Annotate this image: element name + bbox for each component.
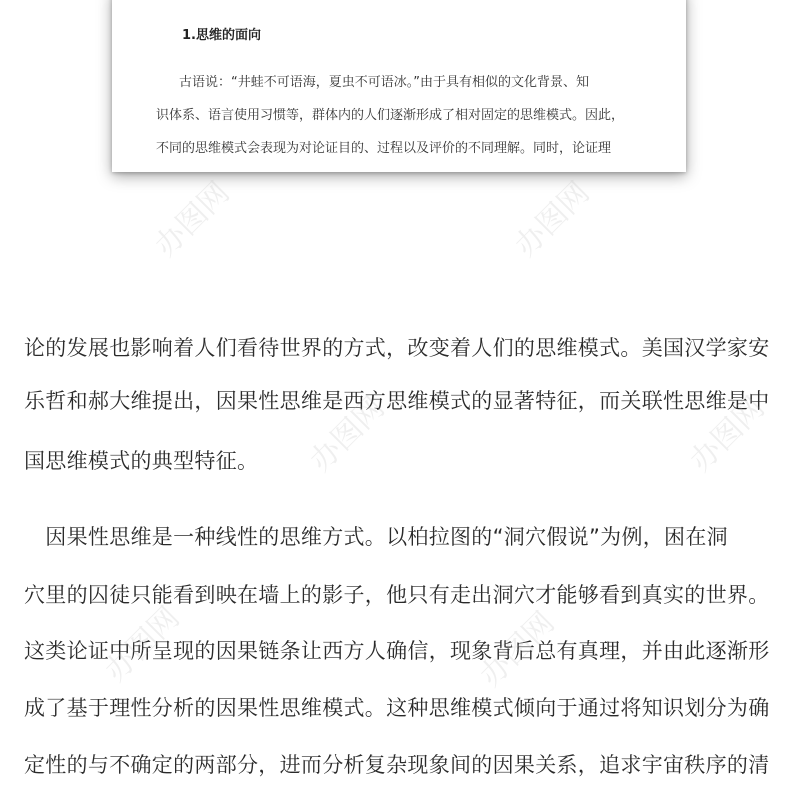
watermark: 办图网 [303, 390, 392, 479]
body-text-line: 国思维模式的典型特征。 [24, 449, 259, 473]
body-text-line: 因果性思维是一种线性的思维方式。以柏拉图的“洞穴假说”为例，困在洞 [24, 525, 728, 549]
section-heading: 1.思维的面向 [182, 28, 261, 43]
body-text-line: 这类论证中所呈现的因果链条让西方人确信，现象背后总有真理，并由此逐渐形 [24, 639, 770, 663]
body-text-line: 乐哲和郝大维提出，因果性思维是西方思维模式的显著特征，而关联性思维是中 [24, 389, 770, 413]
watermark: 办图网 [683, 390, 772, 479]
watermark: 办图网 [148, 175, 237, 264]
body-text-line: 成了基于理性分析的因果性思维模式。这种思维模式倾向于通过将知识划分为确 [24, 696, 770, 720]
watermark: 办图网 [508, 175, 597, 264]
card-text-line: 古语说：“井蛙不可语海，夏虫不可语冰。”由于具有相似的文化背景、知 [179, 75, 589, 90]
body-text-line: 穴里的囚徒只能看到映在墙上的影子，他只有走出洞穴才能够看到真实的世界。 [24, 583, 770, 607]
card-text-line: 识体系、语言使用习惯等，群体内的人们逐渐形成了相对固定的思维模式。因此， [156, 108, 625, 123]
card-text-line: 不同的思维模式会表现为对论证目的、过程以及评价的不同理解。同时，论证理 [156, 141, 612, 156]
watermark: 办图网 [473, 605, 562, 694]
watermark: 办图网 [98, 600, 187, 689]
document-preview-card [112, 0, 686, 172]
body-text-line: 论的发展也影响着人们看待世界的方式，改变着人们的思维模式。美国汉学家安 [24, 336, 770, 360]
body-text-line: 定性的与不确定的两部分，进而分析复杂现象间的因果关系，追求宇宙秩序的清 [24, 753, 770, 777]
